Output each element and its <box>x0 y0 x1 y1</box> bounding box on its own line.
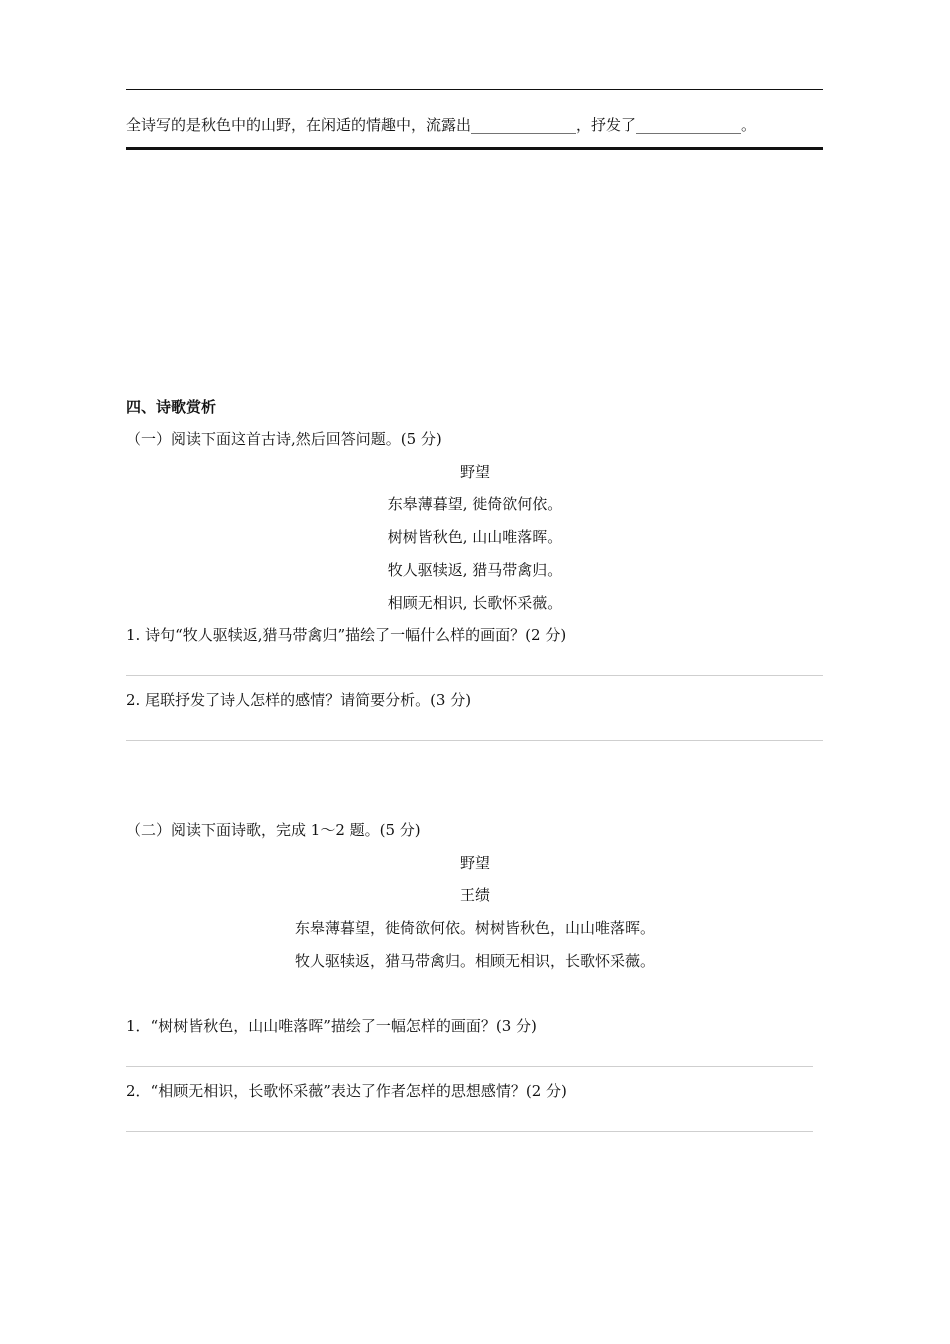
part2-poem-line: 牧人驱犊返，猎马带禽归。相顾无相识，长歌怀采薇。 <box>294 952 655 970</box>
part1-poem-line: 牧人驱犊返, 猎马带禽归。 <box>387 561 563 579</box>
part1-question-2: 2. 尾联抒发了诗人怎样的感情？请简要分析。(3 分) <box>126 691 472 709</box>
part1-question-1: 1. 诗句“牧人驱犊返,猎马带禽归”描绘了一幅什么样的画面？(2 分) <box>126 626 567 644</box>
part1-answer-line-1[interactable] <box>126 675 823 676</box>
part1-answer-line-2[interactable] <box>126 740 823 741</box>
fill-in-sentence: 全诗写的是秋色中的山野，在闲适的情趣中，流露出______________，抒发了______________。 <box>126 116 757 134</box>
part2-answer-line-2[interactable] <box>126 1131 813 1132</box>
part2-intro: （二）阅读下面诗歌，完成 1～2 题。(5 分) <box>126 821 421 839</box>
part1-poem-title: 野望 <box>459 463 490 481</box>
bottom-rule <box>126 147 823 150</box>
section-title: 四、诗歌赏析 <box>126 398 217 416</box>
part2-poem-author: 王绩 <box>459 886 490 904</box>
part2-answer-line-1[interactable] <box>126 1066 813 1067</box>
part1-poem-line: 树树皆秋色, 山山唯落晖。 <box>387 528 563 546</box>
part2-poem-line: 东皋薄暮望，徙倚欲何依。树树皆秋色，山山唯落晖。 <box>294 919 655 937</box>
part1-poem-line: 相顾无相识, 长歌怀采薇。 <box>387 594 563 612</box>
part2-question-2: 2．“相顾无相识，长歌怀采薇”表达了作者怎样的思想感情？(2 分) <box>126 1082 567 1100</box>
top-rule <box>126 89 823 90</box>
part1-poem-line: 东皋薄暮望, 徙倚欲何依。 <box>387 495 563 513</box>
part1-intro: （一）阅读下面这首古诗,然后回答问题。(5 分) <box>126 430 442 448</box>
part2-question-1: 1．“树树皆秋色，山山唯落晖”描绘了一幅怎样的画面？(3 分) <box>126 1017 537 1035</box>
part2-poem-title: 野望 <box>459 854 490 872</box>
